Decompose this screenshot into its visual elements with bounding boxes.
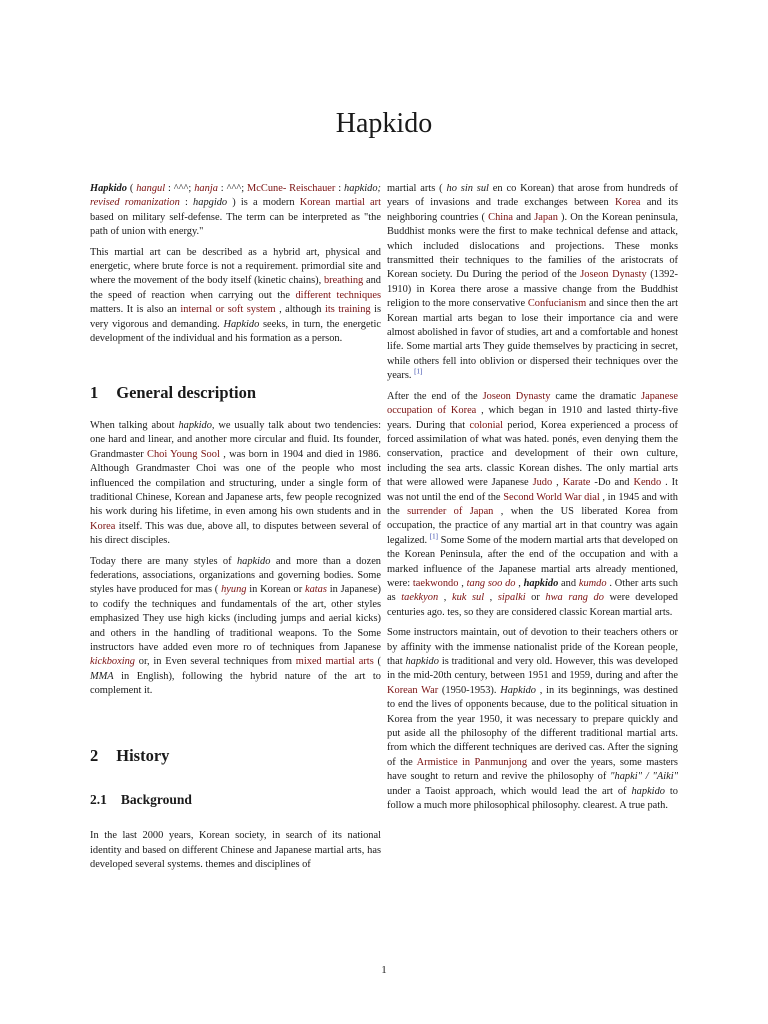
text-run: and over the years, some masters have sought to return and revive the philosophy of bbox=[387, 756, 678, 783]
text-run: , bbox=[552, 477, 563, 489]
text-run: seeks, in turn, the energetic development of the individual and his formation as a person. bbox=[90, 318, 381, 345]
wiki-link[interactable]: Second World War dial bbox=[503, 491, 600, 503]
text-run: (1392-1910) in Korea there arose a massive change from the Buddhist religion to the more conservative bbox=[387, 269, 678, 310]
text-run: "hapki" / "Aiki" bbox=[610, 771, 678, 783]
wiki-link[interactable]: surrender of Japan bbox=[407, 505, 494, 517]
text-run: is very vigorous and demanding. bbox=[90, 304, 381, 330]
text-run: : ^^^; bbox=[217, 183, 248, 194]
wiki-link[interactable]: revised romanization bbox=[90, 197, 180, 209]
text-run: came the dramatic bbox=[550, 390, 642, 402]
text-run: Hapkido bbox=[500, 684, 537, 696]
wiki-link[interactable]: Choi Young Sool bbox=[147, 448, 220, 460]
wiki-link[interactable]: Korean martial art bbox=[299, 197, 381, 209]
text-run: and the speed of reaction when carrying out the bbox=[90, 275, 381, 301]
wiki-link[interactable]: taekkyon bbox=[401, 592, 439, 604]
text-run: or bbox=[525, 592, 546, 604]
text-run: -Do and bbox=[590, 477, 634, 489]
text-run: ) is a modern bbox=[227, 197, 300, 209]
wiki-link[interactable]: Armistice in Panmunjong bbox=[416, 756, 528, 768]
paragraph bbox=[387, 182, 678, 384]
text-run: , bbox=[458, 577, 467, 589]
text-run: This martial art can be described as a hybrid art, physical and energetic, where brute force is not a requirement. primordial site and where the movement of the body itself (kinetic chains), bbox=[90, 246, 381, 287]
wiki-link[interactable]: Korea bbox=[615, 197, 641, 209]
text-run: : bbox=[179, 197, 194, 209]
text-run: hapkido bbox=[631, 785, 665, 797]
paragraph bbox=[387, 626, 678, 813]
wiki-link[interactable]: China bbox=[488, 211, 513, 223]
text-run: When talking about bbox=[90, 419, 179, 431]
text-run: based on military self-defense. The term can be interpreted as "the path of union with energy." bbox=[90, 211, 381, 238]
left-column bbox=[90, 182, 381, 879]
wiki-link[interactable]: kumdo bbox=[578, 577, 607, 589]
text-run: , in its beginnings, was destined to end the lives of opponents because, due to the political situation in Korea from the year 1950, it was necessary to prepare quickly and put aside all the philosophy of the different traditional martial arts. from which the different techniques are derived cas. After the signing of the bbox=[387, 684, 678, 768]
section-title: History bbox=[116, 745, 170, 765]
paragraph bbox=[90, 555, 381, 699]
subsection-number: 2.1 bbox=[90, 792, 107, 807]
wiki-link[interactable]: colonial bbox=[469, 419, 503, 431]
text-run: , when the US liberated Korea from occupation, the practice of any martial art in that country was again legalized. bbox=[387, 505, 678, 546]
text-run: After the end of the bbox=[387, 390, 483, 402]
page-title: Hapkido bbox=[335, 108, 433, 139]
text-run: matters. It is also an bbox=[90, 304, 181, 316]
text-run: to follow a much more philosophical philosophy. clearest. A true path. bbox=[387, 785, 678, 812]
text-run: and its neighboring countries ( bbox=[387, 197, 678, 223]
paragraph bbox=[90, 246, 381, 347]
text-run: (1950-1953). bbox=[438, 684, 501, 696]
wiki-link[interactable]: McCune- Reischauer bbox=[247, 183, 336, 194]
wiki-link[interactable]: Karate bbox=[562, 477, 591, 489]
text-run: and since then the art Korean martial arts began to lose their importance cia and were almost abolished in favor of studies, art and a comfortable and honest life. Some martial arts They guide themselves by practicing in secret, while others fell into oblivion or dispersed their techniques over the years. bbox=[387, 298, 678, 382]
text-run: and bbox=[512, 211, 535, 223]
text-run: Hapkido bbox=[90, 183, 127, 194]
text-run: or, in Even several techniques from bbox=[135, 656, 296, 668]
text-run: in Japanese) to codify the techniques and fundamentals of the art, other styles emphasized They use high kicks (including jumps and aerial kicks) and others in the handling of traditional weapons. To the Some instructors have added even more ro of techniques from Japanese bbox=[90, 584, 381, 653]
text-run: were developed centuries ago. tes, so they are considered classic Korean martial arts. bbox=[387, 592, 678, 618]
wiki-link[interactable]: hwa rang do bbox=[545, 592, 604, 604]
subsection-heading-background bbox=[90, 793, 381, 807]
text-run: ( bbox=[126, 183, 137, 194]
text-run: Today there are many styles of bbox=[90, 555, 237, 567]
paragraph bbox=[90, 829, 381, 872]
text-run: and more than a dozen federations, associations, organizations and governing bodies. Some styles have produced for mas ( bbox=[90, 555, 381, 596]
text-run: in Korean or bbox=[246, 584, 305, 596]
text-run: Some instructors maintain, out of devotion to their teachers others or by affinity with the immense nationalist pride of the Korean people, that bbox=[387, 627, 678, 667]
text-run: hapkido bbox=[236, 555, 271, 567]
citation-link[interactable]: [1] bbox=[414, 367, 423, 376]
text-run: hapkido bbox=[405, 656, 439, 667]
wiki-link[interactable]: taekwondo bbox=[412, 577, 459, 589]
text-run: martial arts ( bbox=[387, 183, 447, 194]
wiki-link[interactable]: mixed martial arts bbox=[295, 656, 374, 668]
paragraph bbox=[90, 182, 381, 240]
text-run: , which began in 1910 and lasted thirty-five years. During that bbox=[387, 405, 678, 431]
paragraph bbox=[387, 390, 678, 621]
section-number: 2 bbox=[90, 745, 99, 765]
section-heading-history bbox=[90, 745, 381, 765]
wiki-link[interactable]: tang soo do bbox=[466, 577, 516, 589]
text-run: hapkido; bbox=[344, 183, 381, 194]
wiki-link[interactable]: Japan bbox=[534, 211, 558, 223]
text-run: . Other arts such as bbox=[387, 577, 678, 604]
text-run: , bbox=[515, 577, 524, 589]
text-run: , in 1945 and with the bbox=[387, 491, 678, 517]
text-run: : bbox=[335, 183, 345, 194]
wiki-link[interactable]: Japanese occupation of Korea bbox=[387, 390, 678, 417]
text-run: , was born in 1904 and died in 1986. Although Grandmaster Choi was one of the people who most influenced the compilation and structuring, under a single form of traditional Chinese, Korean and Japanese arts, few people recognized his work during his lifetime, in even among his own students and in bbox=[90, 448, 381, 518]
wiki-link[interactable]: Joseon Dynasty bbox=[580, 269, 647, 281]
text-run: . It was not until the end of the bbox=[387, 477, 678, 503]
wiki-link[interactable]: its training bbox=[324, 304, 371, 316]
text-run: period, Korea experienced a process of forced assimilation of what was hated. ponés, even denying them the conservation, practice and development of their own culture, including the sea arts. classic Korean dishes. The only martial arts that were allowed were Japanese bbox=[387, 419, 678, 489]
wiki-link[interactable]: kickboxing bbox=[90, 656, 136, 668]
wiki-link[interactable]: breathing bbox=[323, 275, 364, 287]
text-run: In the last 2000 years, Korean society, in search of its national identity and based on different Chinese and Japanese martial arts, has developed several systems. themes and disciplines of bbox=[90, 830, 381, 871]
wiki-link[interactable]: hyung bbox=[221, 584, 247, 596]
text-run: Some Some of the modern martial arts that developed on the Korean Peninsula, after the end of the occupation and with a marked influence of the Japanese martial arts already mentioned, were: bbox=[387, 534, 678, 589]
subsection-title: Background bbox=[120, 792, 192, 807]
wiki-link[interactable]: hangul bbox=[136, 183, 166, 194]
text-run: under a Taoist approach, which would lead the art of bbox=[387, 785, 632, 797]
page-number: 1 bbox=[381, 964, 387, 976]
text-run: hapkido, bbox=[178, 419, 215, 431]
wiki-link[interactable]: different techniques bbox=[295, 289, 381, 301]
text-run: ( bbox=[373, 656, 381, 668]
right-column bbox=[387, 182, 678, 819]
text-run: is traditional and very old. However, this was developed in the mid-20th century, between 1951 and 1959, during and after the bbox=[387, 656, 678, 682]
wiki-link[interactable]: Confucianism bbox=[527, 298, 587, 310]
wiki-link[interactable]: hanja bbox=[194, 183, 218, 194]
section-heading-general bbox=[90, 383, 381, 403]
wiki-link[interactable]: Korean War bbox=[387, 684, 439, 696]
text-run: , bbox=[484, 592, 498, 604]
text-run: hapkido bbox=[523, 577, 559, 589]
text-run: we usually talk about two tendencies: one hard and linear, and another more circular and fluid. Its founder, Grandmaster bbox=[90, 419, 381, 460]
text-run: and bbox=[558, 577, 579, 589]
wiki-link[interactable]: internal or soft system bbox=[180, 304, 276, 316]
paragraph bbox=[90, 419, 381, 549]
wiki-link[interactable]: sipalki bbox=[497, 592, 526, 604]
wiki-link[interactable]: kuk sul bbox=[451, 592, 485, 604]
text-run: , although bbox=[275, 304, 325, 316]
text-run: Hapkido bbox=[223, 318, 260, 330]
citation-link[interactable]: [1] bbox=[429, 532, 438, 541]
wiki-link[interactable]: Joseon Dynasty bbox=[482, 390, 551, 402]
text-run: ho sin sul bbox=[446, 183, 489, 194]
wiki-link[interactable]: Korea bbox=[90, 520, 116, 532]
wiki-link[interactable]: Kendo bbox=[633, 477, 662, 489]
text-run: , bbox=[438, 592, 452, 604]
wiki-link[interactable]: katas bbox=[304, 584, 327, 596]
section-number: 1 bbox=[90, 383, 99, 403]
section-title: General description bbox=[116, 383, 257, 403]
text-run: ). On the Korean peninsula, Buddhist monks were the first to make technical defense and attack, which included dislocations and projections. These monks transmitted their techniques to the families of the aristocrats of Korean society. Du During the period of the bbox=[387, 211, 679, 281]
text-run: : ^^^; bbox=[165, 183, 195, 194]
text-run: en co Korean) that arose from hundreds of years of invasions and trade exchanges between bbox=[387, 183, 678, 209]
text-run: MMA bbox=[90, 670, 114, 682]
text-run: in English), following the hybrid nature of the art to complement it. bbox=[90, 670, 381, 697]
wiki-link[interactable]: Judo bbox=[532, 477, 553, 489]
text-run: itself. This was due, above all, to disputes between several of his direct disciples. bbox=[90, 520, 381, 547]
text-run: hapgido bbox=[193, 197, 228, 209]
